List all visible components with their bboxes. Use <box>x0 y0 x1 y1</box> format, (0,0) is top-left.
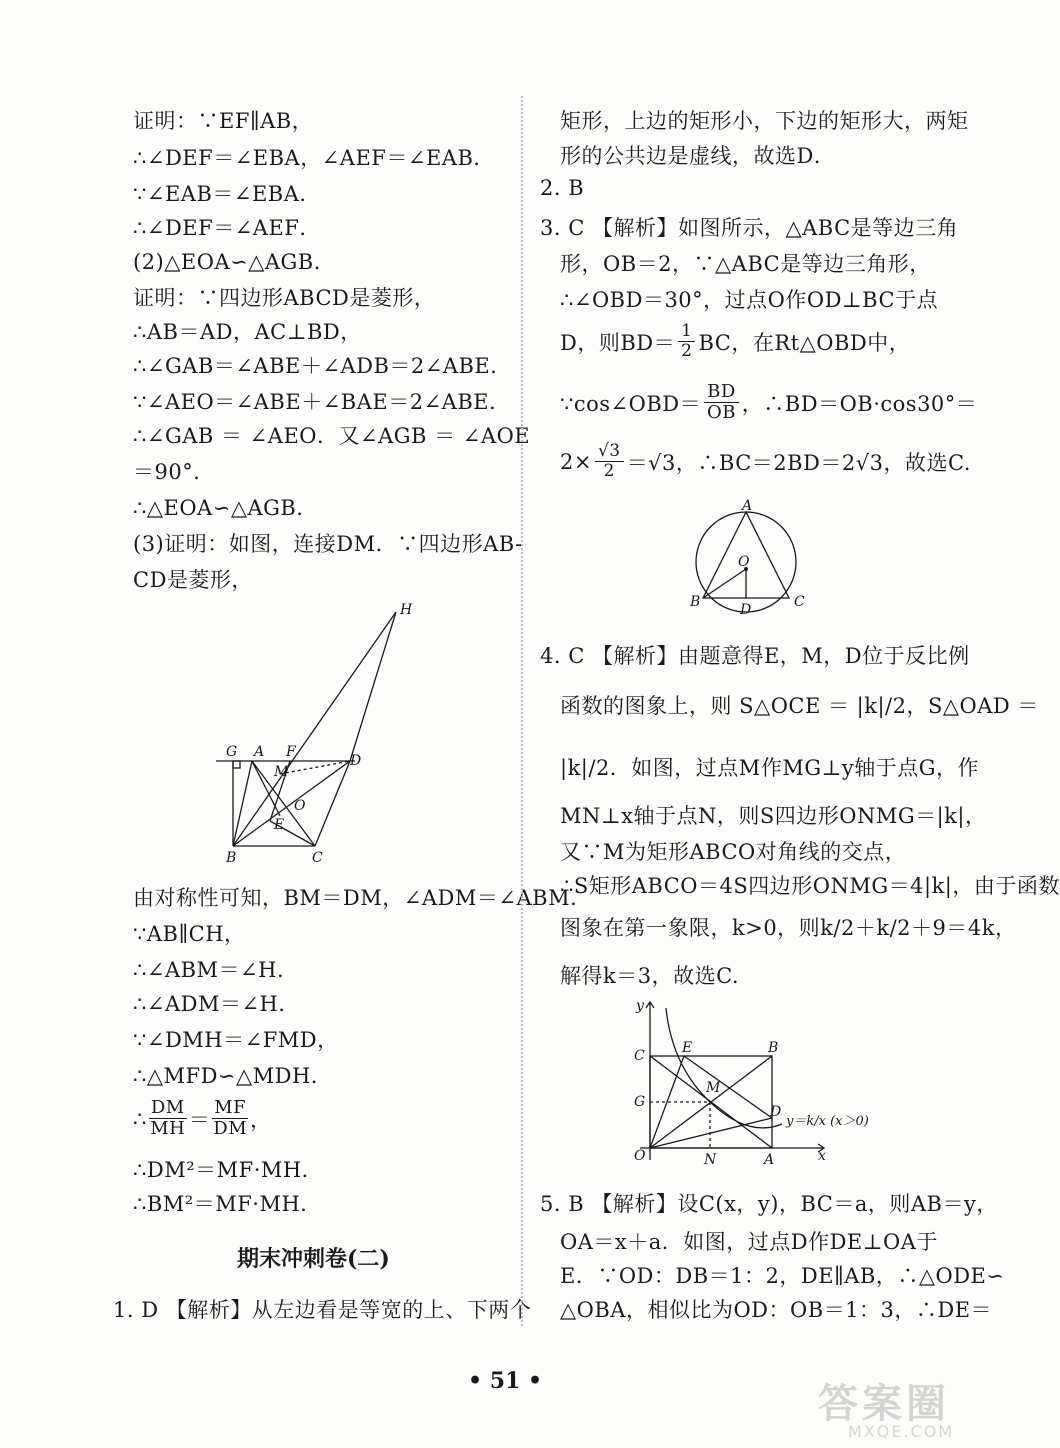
text-line: ∴∠ABM＝∠H． <box>133 958 299 982</box>
label-B: B <box>690 594 701 610</box>
text-span: ∵cos∠OBD＝ <box>560 391 702 416</box>
text-span: 2× <box>560 449 592 474</box>
numerator: √3 <box>595 442 624 462</box>
label-F: F <box>286 744 296 760</box>
watermark-title: 答案圈 <box>818 1381 950 1427</box>
text-line: (3)证明：如图，连接DM．∵四边形AB- <box>133 532 523 556</box>
label-G: G <box>634 1094 646 1110</box>
text-line: 矩形，上边的矩形小，下边的矩形大，两矩 <box>560 109 969 133</box>
label-O: O <box>294 798 306 814</box>
text-line: ∴AB＝AD，AC⊥BD， <box>133 320 362 344</box>
rhombus-figure <box>210 596 430 868</box>
label-B: B <box>768 1040 779 1056</box>
text-span: D，则BD＝ <box>560 330 676 355</box>
graph-figure <box>626 998 888 1168</box>
label-E: E <box>682 1040 693 1056</box>
page-number: • 51 • <box>468 1368 543 1394</box>
text-line: △OBA，相似比为OD：OB＝1：3，∴DE＝ <box>560 1298 993 1322</box>
fraction-line <box>560 442 971 481</box>
denominator: MH <box>150 1118 186 1139</box>
denominator: 2 <box>603 461 615 481</box>
text-line: 由对称性可知，BM＝DM，∠ADM＝∠ABM． <box>133 886 592 910</box>
label-x: x <box>818 1148 826 1164</box>
numerator: MF <box>214 1097 247 1118</box>
label-H: H <box>400 602 413 618</box>
label-M: M <box>274 764 289 780</box>
text-line: E．∵OD：DB＝1：2，DE∥AB，∴△ODE∽ <box>560 1264 1005 1288</box>
text-line: |k|/2．如图，过点M作MG⊥y轴于点G，作 <box>560 756 979 780</box>
text-line: MN⊥x轴于点N，则S四边形ONMG＝|k|， <box>560 804 987 828</box>
column-divider <box>521 96 523 1326</box>
frac-suffix: ， <box>250 1107 272 1132</box>
denominator: DM <box>213 1118 248 1139</box>
watermark-url: MXQE.COM <box>848 1422 955 1441</box>
numerator: BD <box>704 382 739 403</box>
text-line: ∴∠ADM＝∠H． <box>133 992 300 1016</box>
fraction-line <box>560 382 977 423</box>
text-line: 3. C 【解析】如图所示，△ABC是等边三角 <box>540 216 959 240</box>
label-A: A <box>742 498 753 514</box>
text-line: 图象在第一象限，k>0，则k/2＋k/2＋9＝4k， <box>560 916 1017 940</box>
text-line: OA＝x＋a．如图，过点D作DE⊥OA于 <box>560 1230 938 1254</box>
text-line: ∴BM²＝MF·MH． <box>133 1192 322 1216</box>
section-title: 期末冲刺卷(二) <box>237 1246 390 1272</box>
text-span: BC，在Rt△OBD中， <box>698 330 911 355</box>
label-C: C <box>312 850 323 866</box>
label-G: G <box>226 744 238 760</box>
text-line: 函数的图象上，则 S△OCE ＝ |k|/2，S△OAD ＝ <box>560 694 1039 718</box>
fraction <box>678 322 695 361</box>
text-line: ∴DM²＝MF·MH． <box>133 1158 324 1182</box>
text-line: ∴∠DEF＝∠AEF． <box>133 216 321 240</box>
text-line: 证明：∵EF∥AB， <box>133 109 314 133</box>
label-O: O <box>738 554 750 570</box>
fraction <box>149 1098 187 1139</box>
fraction <box>212 1098 248 1139</box>
watermark-logo <box>808 1372 988 1442</box>
label-A: A <box>764 1152 775 1168</box>
label-B: B <box>226 850 237 866</box>
text-line: ∴∠OBD＝30°，过点O作OD⊥BC于点 <box>560 288 939 312</box>
text-line: ∵∠EAB＝∠EBA． <box>133 182 321 206</box>
equals: ＝ <box>188 1107 211 1132</box>
text-line: ∴△MFD∽△MDH． <box>133 1064 333 1088</box>
text-span: ，∴BD＝OB·cos30°＝ <box>741 391 978 416</box>
fraction-line <box>560 322 910 361</box>
label-O: O <box>634 1148 646 1164</box>
label-D: D <box>350 753 362 769</box>
label-D: D <box>770 1104 782 1120</box>
text-line: ∴△EOA∽△AGB． <box>133 496 318 520</box>
text-line: ∴S矩形ABCO＝4S四边形ONMG＝4|k|，由于函数 <box>560 874 1060 898</box>
label-A: A <box>254 744 265 760</box>
text-span: ＝√3，∴BC＝2BD＝2√3，故选C. <box>626 450 971 475</box>
text-line: 解得k＝3，故选C. <box>560 964 740 988</box>
text-line: 4. C 【解析】由题意得E，M，D位于反比例 <box>540 644 970 668</box>
label-C: C <box>634 1048 645 1064</box>
label-C: C <box>794 594 805 610</box>
label-y: y <box>636 998 644 1014</box>
denominator: 2 <box>681 341 693 361</box>
numerator: DM <box>150 1097 185 1118</box>
text-line: ∵AB∥CH， <box>133 922 246 946</box>
text-line: ∵∠AEO＝∠ABE＋∠BAE＝2∠ABE． <box>133 390 511 414</box>
text-line: (2)△EOA∽△AGB． <box>133 250 336 274</box>
frac-prefix: ∴ <box>133 1106 147 1131</box>
text-line: ＝90°． <box>133 460 215 484</box>
denominator: OB <box>706 402 736 423</box>
numerator: 1 <box>678 322 695 342</box>
text-line: ∴∠GAB ＝ ∠AEO．又∠AGB ＝ ∠AOE <box>133 424 531 448</box>
fraction-line <box>133 1098 272 1139</box>
text-line: ∵∠DMH＝∠FMD， <box>133 1028 339 1052</box>
text-line: 又∵M为矩形ABCO对角线的交点， <box>560 840 907 864</box>
text-line: 证明：∵四边形ABCD是菱形， <box>133 286 436 310</box>
text-line: ∴∠DEF＝∠EBA，∠AEF＝∠EAB． <box>133 146 495 170</box>
label-N: N <box>704 1152 717 1168</box>
label-E: E <box>274 817 285 833</box>
text-line: 5. B 【解析】设C(x，y)，BC＝a，则AB＝y， <box>540 1192 998 1216</box>
text-line: 形，OB＝2，∵△ABC是等边三角形， <box>560 252 931 276</box>
text-line: 形的公共边是虚线，故选D． <box>560 144 836 168</box>
label-M: M <box>706 1080 721 1096</box>
circle-figure <box>680 500 820 618</box>
question-1: 1. D 【解析】从左边看是等宽的上、下两个 <box>113 1298 532 1322</box>
fraction <box>595 442 624 481</box>
text-line: CD是菱形， <box>133 568 253 592</box>
label-D: D <box>740 602 752 618</box>
text-line: ∴∠GAB＝∠ABE＋∠ADB＝2∠ABE． <box>133 354 512 378</box>
text-line: 2. B <box>540 176 585 200</box>
curve-label: y＝k/x (x＞0) <box>786 1114 869 1129</box>
fraction <box>704 382 739 423</box>
